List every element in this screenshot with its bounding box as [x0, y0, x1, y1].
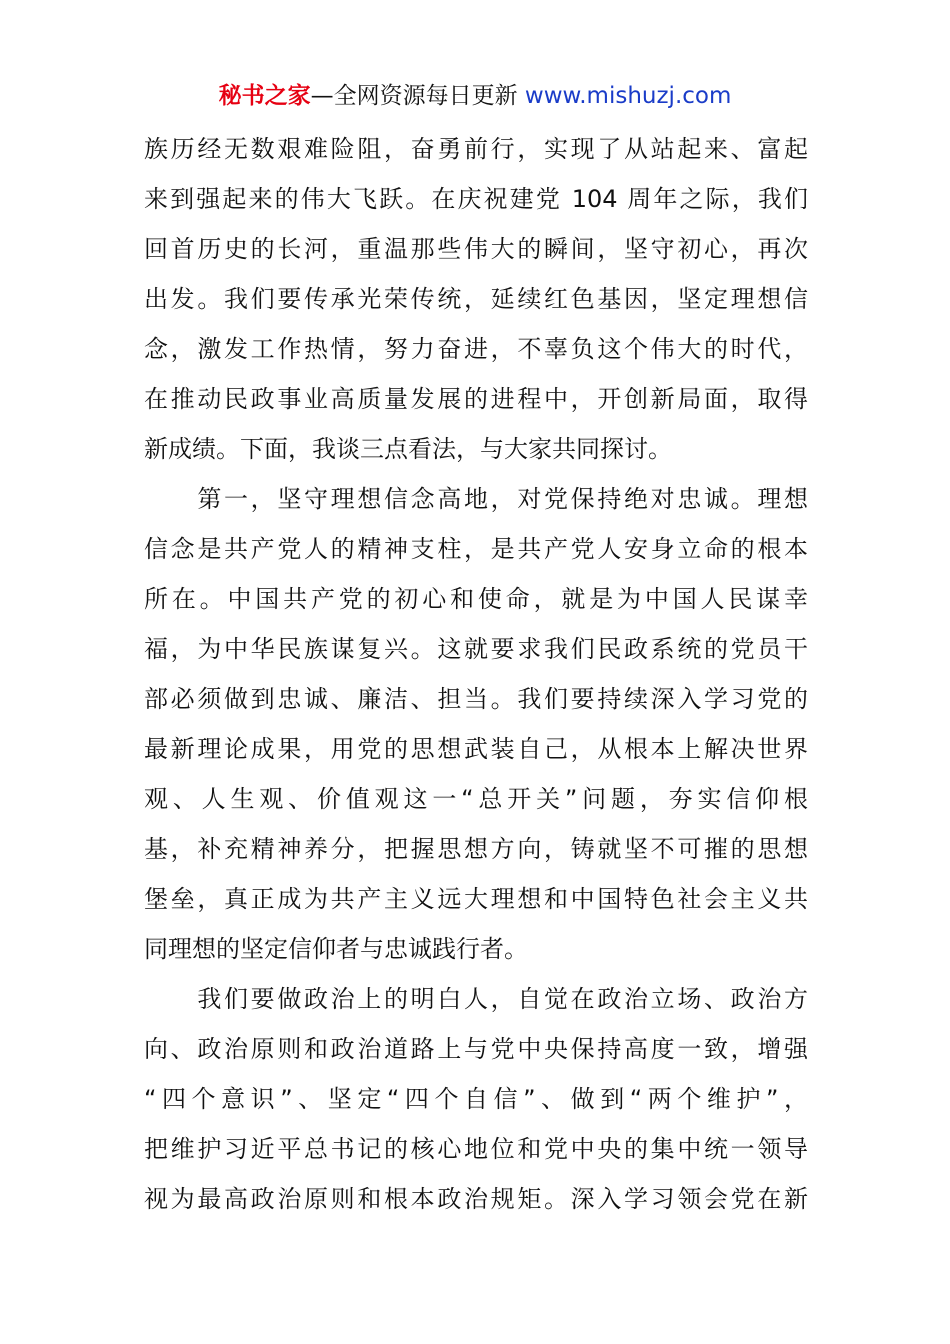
text-line: 信念是共产党人的精神支柱，是共产党人安身立命的根本 — [144, 535, 808, 563]
text-line: 部必须做到忠诚、廉洁、担当。我们要持续深入学习党的 — [144, 685, 808, 713]
text-line: 视为最高政治原则和根本政治规矩。深入学习领会党在新 — [144, 1185, 808, 1213]
text-line: 福，为中华民族谋复兴。这就要求我们民政系统的党员干 — [144, 635, 808, 663]
text-line: 最新理论成果，用党的思想武装自己，从根本上解决世界 — [144, 735, 808, 763]
site-header — [0, 80, 950, 112]
text-line: 出发。我们要传承光荣传统，延续红色基因，坚定理想信 — [144, 285, 808, 313]
text-line: 所在。中国共产党的初心和使命，就是为中国人民谋幸 — [144, 585, 808, 613]
site-brand: 秘书之家 — [218, 83, 311, 109]
text-line: 把维护习近平总书记的核心地位和党中央的集中统一领导 — [144, 1135, 808, 1163]
text-line: 同理想的坚定信仰者与忠诚践行者。 — [144, 935, 528, 963]
text-line: “四个意识”、坚定“四个自信”、做到“两个维护”， — [144, 1085, 808, 1113]
text-line: 我们要做政治上的明白人，自觉在政治立场、政治方 — [144, 985, 808, 1013]
text-line: 新成绩。下面，我谈三点看法，与大家共同探讨。 — [144, 435, 672, 463]
text-line: 第一，坚守理想信念高地，对党保持绝对忠诚。理想 — [144, 485, 808, 513]
text-line: 堡垒，真正成为共产主义远大理想和中国特色社会主义共 — [144, 885, 808, 913]
text-line: 念，激发工作热情，努力奋进，不辜负这个伟大的时代， — [144, 335, 808, 363]
text-line: 基，补充精神养分，把握思想方向，铸就坚不可摧的思想 — [144, 835, 808, 863]
text-line: 族历经无数艰难险阻，奋勇前行，实现了从站起来、富起 — [144, 135, 808, 163]
document-body — [144, 124, 808, 1224]
text-line: 回首历史的长河，重温那些伟大的瞬间，坚守初心，再次 — [144, 235, 808, 263]
text-line: 在推动民政事业高质量发展的进程中，开创新局面，取得 — [144, 385, 808, 413]
text-line: 观、人生观、价值观这一“总开关”问题，夯实信仰根 — [144, 785, 808, 813]
site-tagline: —全网资源每日更新 — [310, 83, 525, 109]
text-line: 向、政治原则和政治道路上与党中央保持高度一致，增强 — [144, 1035, 808, 1063]
site-url[interactable]: www.mishuzj.com — [524, 83, 732, 109]
text-line: 来到强起来的伟大飞跃。在庆祝建党 104 周年之际，我们 — [144, 185, 808, 213]
